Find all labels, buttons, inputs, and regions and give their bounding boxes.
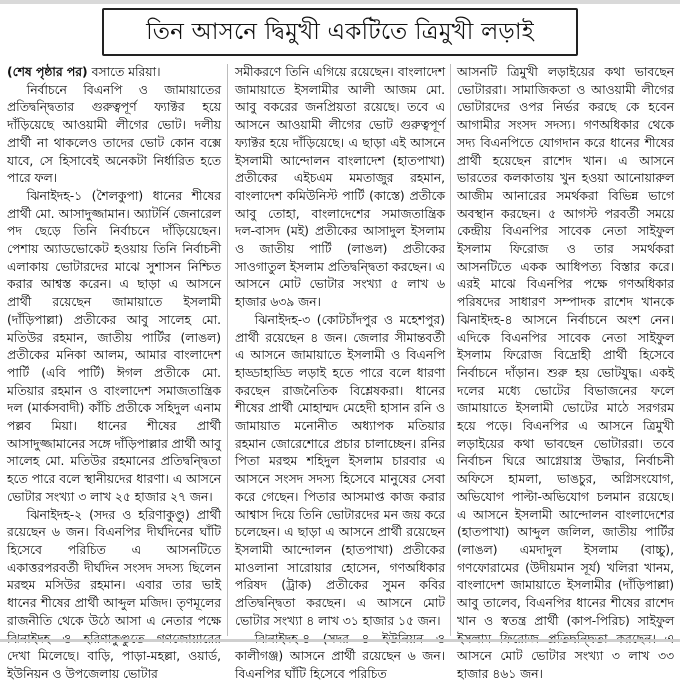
continuation-marker: (শেষ পৃষ্ঠার পর) [7, 65, 88, 79]
article-column-3 [457, 64, 674, 681]
article-column-2 [235, 64, 445, 681]
article-column-1 [7, 64, 221, 681]
lead-text: বসাতে মরিয়া। [87, 65, 161, 79]
next-article-strip [0, 639, 680, 642]
column-divider [450, 64, 451, 636]
paragraph: আসনটি ত্রিমুখী লড়াইয়ের কথা ভাবছেন ভোটাররা। সামাজিকতা ও আওয়ামী লীগের ভোটারদের ওপর নির্ভর করছে কে হবেন আগামীর সংসদ সদস্য। গণঅধিকার থেকে সদ্য বিএনপিতে যোগদান করে ধানের শীষের প্রার্থী হয়েছেন রাশেদ খান। এ আসনে ভারতের কলকাতায় খুন হওয়া আনোয়ারুল আজীম আনারের সমর্থকরা বিভিন্ন ভাগে অবস্থান করছেন। ৫ আগস্ট পরবর্তী সময়ে কেন্দ্রীয় বিএনপির সাবেক নেতা সাইফুল ইসলাম ফিরোজ ও তার সমর্থকরা আসনটিতে একক আধিপত্য বিস্তার করে। এরই মাঝে বিএনপির পক্ষে গণঅধিকার পরিষদের সাধারণ সম্পাদক রাশেদ খানকে ঝিনাইদহ-৪ আসনে নির্বাচনে অংশ নেন। এদিকে বিএনপির সাবেক নেতা সাইফুল ইসলাম ফিরোজ বিদ্রোহী প্রার্থী হিসেবে নির্বাচনে দাঁড়ান। শুরু হয় ভোটযুদ্ধ। একই দলের মধ্যে ভোটের বিভাজনের ফলে জামায়াতে ইসলামী ভোটের মাঠে সরগরম হয়ে পড়ে। বিএনপির এ আসনে ত্রিমুখী লড়াইয়ের কথা ভাবছেন ভোটাররা। তবে নির্বাচন ঘিরে আগ্নেয়াস্ত্র উদ্ধার, নির্বাচনী অফিসে হামলা, ভাঙচুর, অগ্নিসংযোগ, অভিযোগ পাল্টা-অভিযোগ চলমান রয়েছে। এ আসনে ইসলামী আন্দোলন বাংলাদেশের (হাতপাখা) আব্দুল জলিল, জাতীয় পার্টির (লাঙল) এমদাদুল ইসলাম (বাচ্চু), গণফোরামের (উদীয়মান সূর্য) খলিরা খানম, বাংলাদেশ জামায়াতে ইসলামীর (দাঁড়িপাল্লা) আবু তালেব, বিএনপির ধানের শীষের রাশেদ খান ও স্বতন্ত্র প্রার্থী (কাপ-পিরিচ) সাইফুল আসনে মোট ভোটার সংখ্যা ৩ লাখ ৩৩ হাজার ৪৬১ জন। [457, 65, 674, 681]
lead-paragraph [7, 64, 221, 82]
paragraph: ঝিনাইদহ-২ (সদর ও হরিণাকুণ্ডু) প্রার্থী রয়েছেন ৬ জন। বিএনপির দীর্ঘদিনের ঘাঁটি হিসেবে পরিচিত এ আসনটিতে একাত্তরপরবর্তী দীর্ঘদিন সংসদ সদস্য ছিলেন মরহুম মসিউর রহমান। এবার তার ভাই ধানের শীষের প্রার্থী আব্দুল মজিদ। তৃণমূলের রাজনীতি থেকে উঠে আসা এ নেতার পক্ষে দেখা মিলেছে। বাড়ি, পাড়া-মহল্লা, ওয়ার্ড, ইউনিয়ন ও উপজেলায় ভোটার [7, 507, 221, 681]
headline: তিন আসনে দ্বিমুখী একটিতে ত্রিমুখী লড়াই [146, 18, 534, 45]
paragraph: কালীগঞ্জ) আসনে প্রার্থী রয়েছেন ৬ জন। বিএনপির ঘাঁটি হিসেবে পরিচিত [235, 649, 445, 681]
paragraph: ঝিনাইদহ-৩ (কোটচাঁদপুর ও মহেশপুর) প্রার্থী রয়েছেন ৪ জন। জেলার সীমান্তবর্তী এ আসনে জামায়াতে ইসলামী ও বিএনপি হাড্ডাহাড্ডি লড়াই হতে পারে বলে ধারণা করছেন রাজনৈতিক বিশ্লেষকরা। ধানের শীষের প্রার্থী মোহাম্মদ মেহেদী হাসান রনি ও জামায়াত মনোনীত অধ্যাপক মতিয়ার রহমান জোরেশোরে প্রচার চালাচ্ছেন। রনির পিতা মরহুম শহিদুল ইসলাম চারবার এ আসনে সংসদ সদস্য হিসেবে মানুষের সেবা করে গেছেন। পিতার আসমাপ্ত কাজ করার আশ্বাস দিয়ে তিনি ভোটারদের মন জয় করে চলেছেন। এ ছাড়া এ আসনে প্রার্থী রয়েছেন ইসলামী আন্দোলন (হাতপাখা) প্রতীকের মাওলানা সারোয়ার হোসেন, গণঅধিকার পরিষদ (ট্রাক) প্রতীকের সুমন কবির প্রতিদ্বন্দ্বিতা করছেন। এ আসনে মোট ভোটার সংখ্যা ৪ লাখ ৩১ হাজার ১৫ জন। [235, 312, 445, 628]
paragraph: সমীকরণে তিনি এগিয়ে রয়েছেন। বাংলাদেশ জামায়াতে ইসলামীর আলী আজম মো. আবু বকরের জনপ্রিয়তা রয়েছে। তবে এ আসনে আওয়ামী লীগের ভোট গুরুত্বপূর্ণ ফ্যাক্টর হয়ে দাঁড়িয়েছে। এ ছাড়া এই আসনে ইসলামী আন্দোলন বাংলাদেশ (হাতপাখা) প্রতীকের এইচএম মমতাজুর রহমান, বাংলাদেশ কমিউনিস্ট পার্টি (কাস্তে) প্রতীকে আবু তোহা, বাংলাদেশের সমাজতান্ত্রিক দল-বাসদ (মই) প্রতীকের আসাদুল ইসলাম ও জাতীয় পার্টি (লাঙল) প্রতীকের সাওগাতুল ইসলাম প্রতিদ্বন্দ্বিতা করছেন। এ আসনে মোট ভোটার সংখ্যা ৫ লাখ ৬ হাজার ৬৩৯ জন। [235, 65, 445, 310]
column-divider [227, 64, 228, 636]
paragraph: নির্বাচনে বিএনপি ও জামায়াতের প্রতিদ্বন্দ্বিতার গুরুত্বপূর্ণ ফ্যাক্টর হয়ে দাঁড়িয়েছে আওয়ামী লীগের ভোট। দলীয় প্রার্থী না থাকলেও তাদের ভোট কোন বক্সে যাবে, সে হিসাবেই অনেকটা নির্ধারিত হতে পারে ফল। [7, 82, 221, 186]
previous-article-strip [0, 0, 680, 4]
paragraph: ঝিনাইদহ-১ (শৈলকুপা) ধানের শীষের প্রার্থী মো. আসাদুজ্জামান। অ্যাটর্নি জেনারেল পদ ছেড়ে তিনি নির্বাচনে দাঁড়িয়েছেন। পেশায় অ্যাডভোকেট হওয়ায় তিনি নির্বাচনী এলাকায় ভোটারদের মাঝে সুশাসন নিশ্চিত করার আশ্বস্ত করেন। এ ছাড়া এ আসনে প্রার্থী রয়েছেন জামায়াতে ইসলামী (দাঁড়িপাল্লা) প্রতীকের আবু সালেহ মো. মতিউর রহমান, জাতীয় পার্টির (লাঙল) প্রতীকের মনিকা আলম, আমার বাংলাদেশ পার্টি (এবি পার্টি) ঈগল প্রতীকে মো. মতিয়ার রহমান ও বাংলাদেশ সমাজতান্ত্রিক দল (মার্কসবাদী) কাঁচি প্রতীকে সহিদুল এনাম পল্লব মিয়া। ধানের শীষের প্রার্থী আসাদুজ্জামানের সঙ্গে দাঁড়িপাল্লার প্রার্থী আবু সালেহ মো. মতিউর রহমানের প্রতিদ্বন্দ্বিতা হতে পারে বলে স্থানীয়দের ধারণা। এ আসনে ভোটার সংখ্যা ৩ লাখ ২৫ হাজার ২৭ জন। [7, 188, 221, 504]
headline-box [102, 8, 578, 56]
